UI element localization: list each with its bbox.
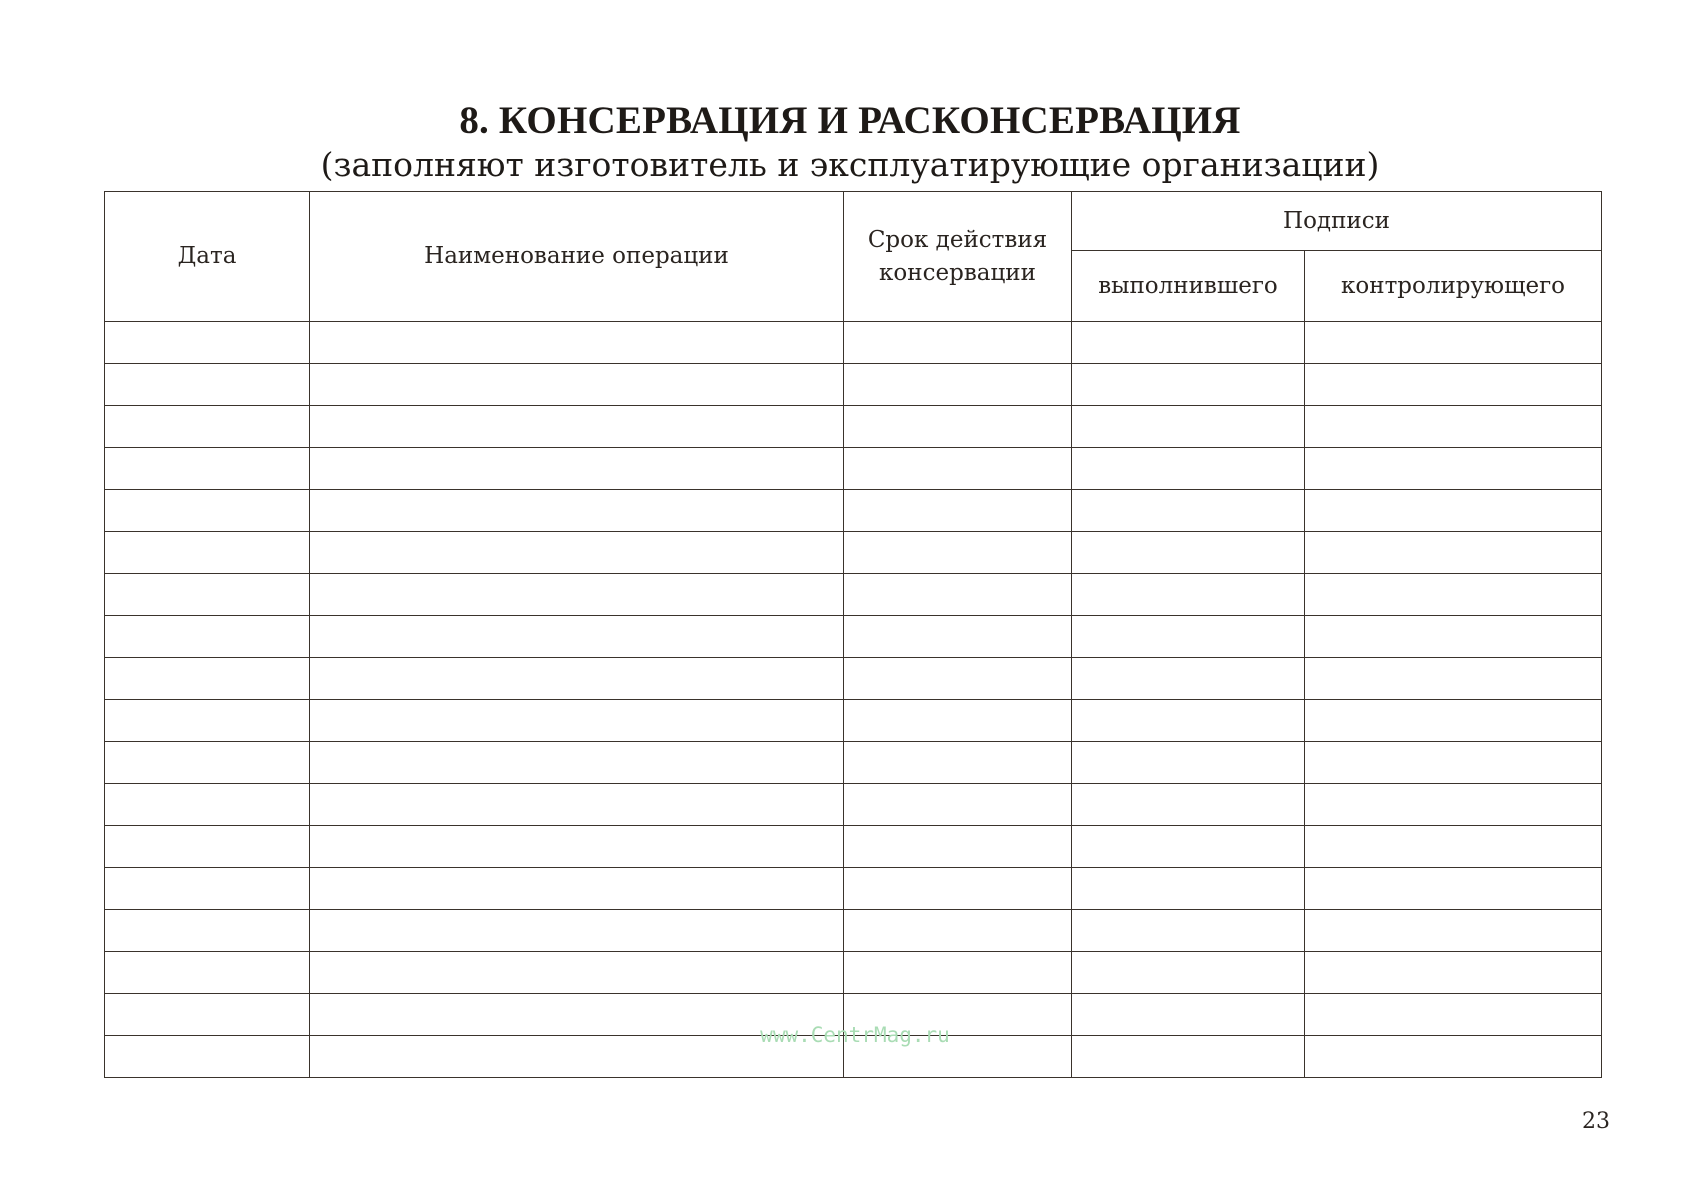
cell-controller-signature[interactable]: [1305, 574, 1602, 616]
cell-date[interactable]: [105, 868, 310, 910]
cell-date[interactable]: [105, 700, 310, 742]
cell-date[interactable]: [105, 448, 310, 490]
cell-performer-signature[interactable]: [1072, 322, 1305, 364]
cell-operation[interactable]: [310, 868, 844, 910]
table-row: [105, 322, 1602, 364]
table-row: [105, 868, 1602, 910]
cell-performer-signature[interactable]: [1072, 910, 1305, 952]
cell-performer-signature[interactable]: [1072, 406, 1305, 448]
cell-date[interactable]: [105, 574, 310, 616]
cell-date[interactable]: [105, 406, 310, 448]
cell-performer-signature[interactable]: [1072, 994, 1305, 1036]
cell-controller-signature[interactable]: [1305, 700, 1602, 742]
cell-controller-signature[interactable]: [1305, 364, 1602, 406]
cell-operation[interactable]: [310, 490, 844, 532]
table-header-row-top: [105, 192, 1602, 251]
conservation-log-table: [104, 191, 1602, 1078]
cell-date[interactable]: [105, 658, 310, 700]
cell-term[interactable]: [844, 532, 1072, 574]
cell-operation[interactable]: [310, 658, 844, 700]
cell-operation[interactable]: [310, 700, 844, 742]
cell-operation[interactable]: [310, 532, 844, 574]
table-row: [105, 784, 1602, 826]
cell-term[interactable]: [844, 700, 1072, 742]
cell-term[interactable]: [844, 364, 1072, 406]
cell-controller-signature[interactable]: [1305, 952, 1602, 994]
cell-operation[interactable]: [310, 910, 844, 952]
table-row: [105, 364, 1602, 406]
cell-date[interactable]: [105, 994, 310, 1036]
cell-operation[interactable]: [310, 364, 844, 406]
cell-date[interactable]: [105, 742, 310, 784]
cell-operation[interactable]: [310, 574, 844, 616]
cell-performer-signature[interactable]: [1072, 826, 1305, 868]
cell-controller-signature[interactable]: [1305, 616, 1602, 658]
cell-date[interactable]: [105, 490, 310, 532]
watermark: www.CentrMag.ru: [760, 1023, 950, 1047]
cell-controller-signature[interactable]: [1305, 322, 1602, 364]
cell-performer-signature[interactable]: [1072, 532, 1305, 574]
column-header-performer: выполнившего: [1072, 251, 1305, 322]
cell-term[interactable]: [844, 322, 1072, 364]
cell-controller-signature[interactable]: [1305, 1036, 1602, 1078]
cell-term[interactable]: [844, 868, 1072, 910]
table-header: [105, 192, 1602, 322]
cell-term[interactable]: [844, 490, 1072, 532]
cell-term[interactable]: [844, 574, 1072, 616]
cell-controller-signature[interactable]: [1305, 784, 1602, 826]
cell-operation[interactable]: [310, 826, 844, 868]
cell-date[interactable]: [105, 616, 310, 658]
table-row: [105, 490, 1602, 532]
cell-operation[interactable]: [310, 742, 844, 784]
table-body: [105, 322, 1602, 1078]
cell-controller-signature[interactable]: [1305, 532, 1602, 574]
cell-term[interactable]: [844, 784, 1072, 826]
cell-controller-signature[interactable]: [1305, 742, 1602, 784]
cell-term[interactable]: [844, 952, 1072, 994]
cell-operation[interactable]: [310, 616, 844, 658]
table-row: [105, 658, 1602, 700]
page-title: 8. КОНСЕРВАЦИЯ И РАСКОНСЕРВАЦИЯ: [459, 99, 1241, 142]
cell-controller-signature[interactable]: [1305, 658, 1602, 700]
cell-performer-signature[interactable]: [1072, 784, 1305, 826]
cell-term[interactable]: [844, 910, 1072, 952]
cell-controller-signature[interactable]: [1305, 490, 1602, 532]
cell-term[interactable]: [844, 742, 1072, 784]
cell-date[interactable]: [105, 784, 310, 826]
table-row: [105, 826, 1602, 868]
cell-performer-signature[interactable]: [1072, 1036, 1305, 1078]
column-header-signatures: Подписи: [1072, 192, 1602, 251]
cell-term[interactable]: [844, 406, 1072, 448]
cell-performer-signature[interactable]: [1072, 574, 1305, 616]
cell-operation[interactable]: [310, 952, 844, 994]
cell-controller-signature[interactable]: [1305, 406, 1602, 448]
cell-date[interactable]: [105, 826, 310, 868]
cell-term[interactable]: [844, 616, 1072, 658]
cell-date[interactable]: [105, 910, 310, 952]
cell-date[interactable]: [105, 532, 310, 574]
column-header-date: Дата: [105, 192, 310, 322]
cell-date[interactable]: [105, 322, 310, 364]
cell-date[interactable]: [105, 952, 310, 994]
cell-term[interactable]: [844, 826, 1072, 868]
cell-term[interactable]: [844, 658, 1072, 700]
cell-controller-signature[interactable]: [1305, 448, 1602, 490]
table-row: [105, 910, 1602, 952]
cell-term[interactable]: [844, 448, 1072, 490]
table-row: [105, 406, 1602, 448]
cell-performer-signature[interactable]: [1072, 868, 1305, 910]
cell-performer-signature[interactable]: [1072, 448, 1305, 490]
column-header-controller: контролирующего: [1305, 251, 1602, 322]
table-row: [105, 574, 1602, 616]
cell-controller-signature[interactable]: [1305, 826, 1602, 868]
table-row: [105, 448, 1602, 490]
table-row: [105, 532, 1602, 574]
cell-controller-signature[interactable]: [1305, 994, 1602, 1036]
cell-date[interactable]: [105, 1036, 310, 1078]
cell-operation[interactable]: [310, 448, 844, 490]
table-row: [105, 616, 1602, 658]
column-header-operation: Наименование операции: [310, 192, 844, 322]
cell-performer-signature[interactable]: [1072, 364, 1305, 406]
table-row: [105, 700, 1602, 742]
cell-date[interactable]: [105, 364, 310, 406]
cell-operation[interactable]: [310, 322, 844, 364]
cell-performer-signature[interactable]: [1072, 700, 1305, 742]
table-row: [105, 742, 1602, 784]
cell-performer-signature[interactable]: [1072, 490, 1305, 532]
cell-performer-signature[interactable]: [1072, 742, 1305, 784]
cell-performer-signature[interactable]: [1072, 616, 1305, 658]
cell-performer-signature[interactable]: [1072, 658, 1305, 700]
cell-operation[interactable]: [310, 406, 844, 448]
page-subtitle: (заполняют изготовитель и эксплуатирующие организации): [320, 145, 1380, 184]
cell-controller-signature[interactable]: [1305, 868, 1602, 910]
table-row: [105, 952, 1602, 994]
cell-controller-signature[interactable]: [1305, 910, 1602, 952]
page-number: 23: [1582, 1109, 1610, 1134]
column-header-term: Срок действия консервации: [844, 192, 1072, 322]
cell-operation[interactable]: [310, 784, 844, 826]
cell-performer-signature[interactable]: [1072, 952, 1305, 994]
